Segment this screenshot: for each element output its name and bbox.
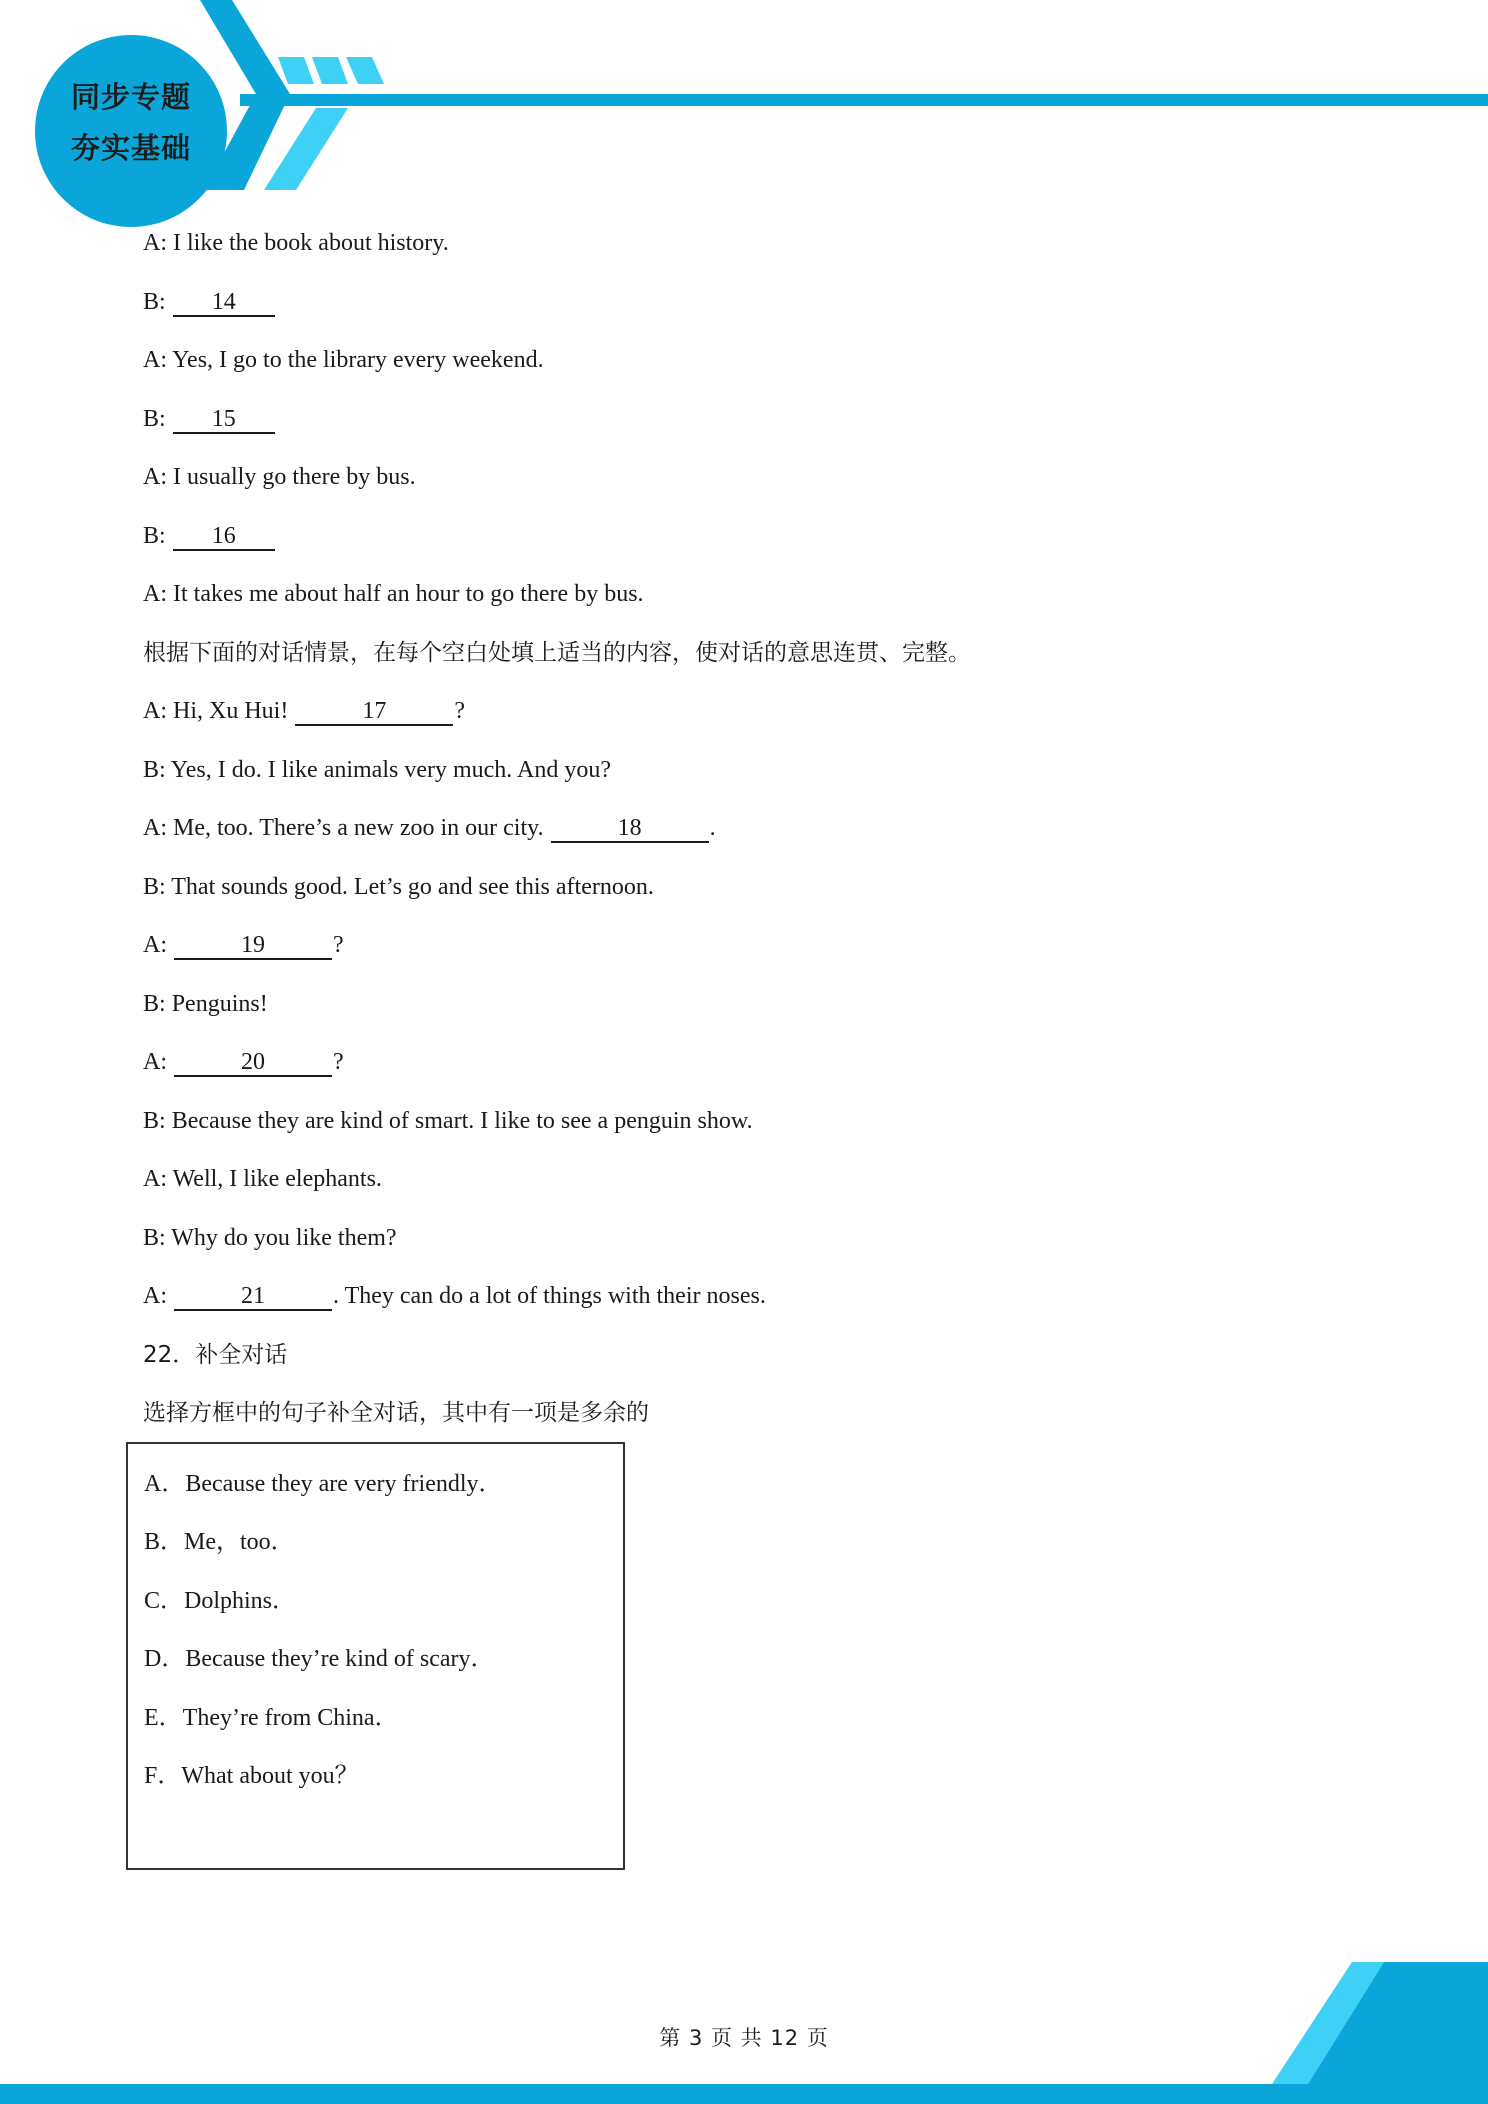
footer-bar — [0, 2084, 1488, 2104]
dialog-line: B: 15 — [143, 398, 1343, 457]
badge-line-2: 夯实基础 — [70, 131, 191, 165]
header-badge — [35, 35, 227, 227]
option-f: F．What about you？ — [144, 1763, 359, 1789]
answer-blank-17[interactable]: 17 — [295, 698, 453, 726]
header-stripe-1 — [278, 57, 314, 84]
answer-blank-14[interactable]: 14 — [173, 289, 275, 317]
badge-line-1: 同步专题 — [70, 80, 191, 114]
header-bar — [240, 94, 1488, 106]
option-e: E．They’re from China． — [144, 1705, 399, 1731]
option-b: B．Me，too． — [144, 1529, 295, 1555]
dialog-line: A: Me, too. There’s a new zoo in our city. 18 . — [143, 815, 716, 841]
question-22-heading — [143, 1334, 1343, 1393]
answer-blank-19[interactable]: 19 — [174, 932, 332, 960]
dialog-line: A: I like the book about history. — [143, 230, 449, 256]
dialog-line: A: It takes me about half an hour to go there by bus. — [143, 581, 644, 607]
dialog-line: A: 20 ? — [143, 1049, 344, 1075]
dialog-line: B: Yes, I do. I like animals very much. And you? — [143, 756, 611, 783]
question-number: 22． — [143, 1341, 196, 1368]
answer-blank-18[interactable]: 18 — [551, 815, 709, 843]
dialog-line: B: 16 — [143, 515, 1343, 574]
header-stripe-3 — [346, 57, 384, 84]
page-number: 第 3 页 共 12 页 — [659, 2026, 829, 2050]
option-d: D．Because they’re kind of scary． — [144, 1646, 495, 1672]
answer-blank-15[interactable]: 15 — [173, 406, 275, 434]
header-stripe-2 — [312, 57, 348, 84]
option-a: A．Because they are very friendly． — [144, 1471, 503, 1497]
dialog-line: A: Yes, I go to the library every weekend. — [143, 347, 544, 373]
question-title: 补全对话 — [195, 1341, 288, 1368]
answer-blank-21[interactable]: 21 — [174, 1283, 332, 1311]
dialog-line: B: Penguins! — [143, 990, 268, 1017]
dialog-line: B: Why do you like them? — [143, 1224, 397, 1251]
dialog-line: B: 14 — [143, 281, 1343, 340]
dialog-line: A: Hi, Xu Hui! 17 ? — [143, 698, 465, 724]
options-box — [126, 1442, 625, 1870]
dialog-line: B: Because they are kind of smart. I like to see a penguin show. — [143, 1107, 753, 1134]
dialog-line: A: Well, I like elephants. — [143, 1166, 382, 1192]
answer-blank-16[interactable]: 16 — [173, 523, 275, 551]
dialog-line: A: 19 ? — [143, 932, 344, 958]
dialog-line: A: 21 . They can do a lot of things with their noses. — [143, 1283, 766, 1309]
dialog-line: A: I usually go there by bus. — [143, 464, 416, 490]
document-body — [143, 222, 1343, 1451]
question-22-instruction: 选择方框中的句子补全对话，其中有一项是多余的 — [143, 1400, 649, 1426]
answer-blank-20[interactable]: 20 — [174, 1049, 332, 1077]
option-c: C．Dolphins． — [144, 1588, 297, 1614]
dialog-line: B: That sounds good. Let’s go and see this afternoon. — [143, 873, 654, 900]
section-instruction: 根据下面的对话情景，在每个空白处填上适当的内容，使对话的意思连贯、完整。 — [143, 639, 971, 666]
